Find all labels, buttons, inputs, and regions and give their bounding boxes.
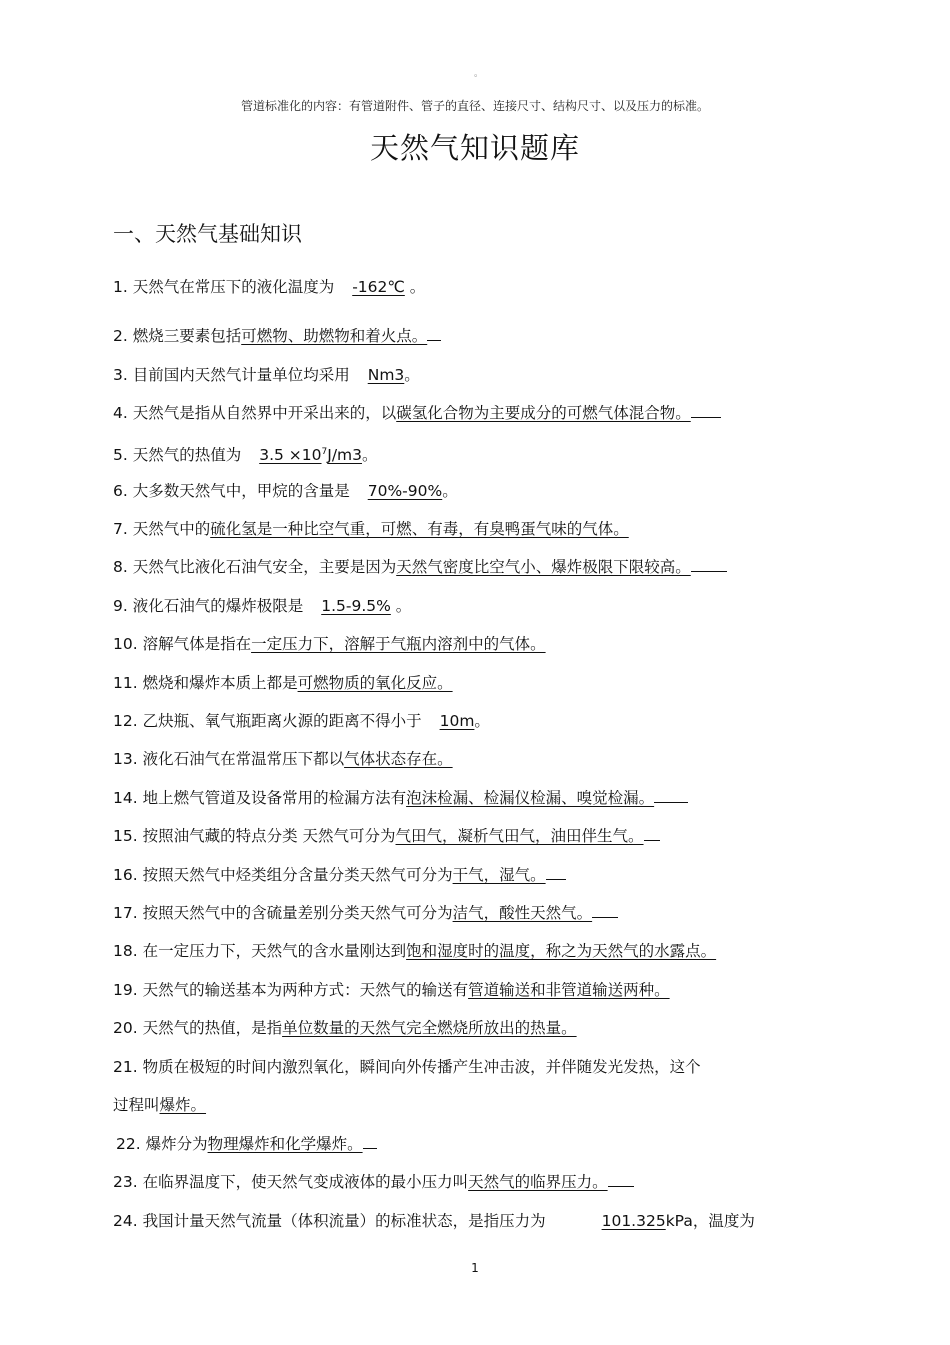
question-item xyxy=(113,556,727,578)
question-text: 3. 目前国内天然气计量单位均采用 xyxy=(113,366,350,384)
question-text: 5. 天然气的热值为 xyxy=(113,446,242,465)
question-text: 13. 液化石油气在常温常压下都以 xyxy=(113,750,345,768)
answer-text: 一定压力下，溶解于气瓶内溶剂中的气体。 xyxy=(251,635,546,653)
answer-text: 可燃物质的氧化反应。 xyxy=(297,674,453,692)
question-tail: 。 xyxy=(404,278,426,296)
question-text: 18. 在一定压力下，天然气的含水量刚达到 xyxy=(113,942,407,960)
question-text: 17. 按照天然气中的含硫量差别分类天然气可分为 xyxy=(113,904,453,922)
question-text: 11. 燃烧和爆炸本质上都是 xyxy=(113,674,298,692)
question-item xyxy=(113,633,546,655)
answer-text: 10m xyxy=(439,712,475,730)
question-item xyxy=(113,364,420,386)
header-note: 管道标准化的内容：有管道附件、管子的直径、连接尺寸、结构尺寸、以及压力的标准。 xyxy=(240,99,709,113)
answer-text: 3.5 ×10 xyxy=(259,446,322,465)
answer-text: 干气，湿气。 xyxy=(452,866,546,884)
question-tail: 。 xyxy=(404,366,420,384)
question-item xyxy=(113,480,458,502)
section-heading: 一、天然气基础知识 xyxy=(113,222,302,246)
answer-text: 70%-90% xyxy=(367,482,443,500)
question-item xyxy=(116,1133,377,1155)
answer-text: 1.5-9.5% xyxy=(321,597,391,615)
question-text: 24. 我国计量天然气流量（体积流量）的标准状态，是指压力为 xyxy=(113,1212,546,1230)
answer-text: 爆炸。 xyxy=(159,1096,207,1114)
question-item xyxy=(113,787,688,809)
page-number: 1 xyxy=(471,1261,479,1275)
answer-unit: J/m3 xyxy=(327,446,363,465)
question-text: 9. 液化石油气的爆炸极限是 xyxy=(113,597,304,615)
answer-text: 天然气的临界压力。 xyxy=(468,1173,608,1191)
question-item xyxy=(113,864,566,886)
answer-text: Nm3 xyxy=(367,366,405,384)
question-text: 2. 燃烧三要素包括 xyxy=(113,327,242,345)
top-mark: 。 xyxy=(474,69,484,79)
question-item-continued xyxy=(113,1094,206,1116)
question-item xyxy=(113,672,453,694)
question-item xyxy=(113,441,378,466)
question-item xyxy=(113,276,425,298)
question-item xyxy=(113,518,629,540)
question-item xyxy=(113,402,721,424)
answer-text: -162℃ xyxy=(352,278,405,296)
answer-text: 单位数量的天然气完全燃烧所放出的热量。 xyxy=(282,1019,577,1037)
answer-text: 天然气密度比空气小、爆炸极限下限较高。 xyxy=(396,558,691,576)
question-item xyxy=(113,979,670,1001)
answer-text: 硫化氢是一种比空气重，可燃、有毒，有臭鸭蛋气味的气体。 xyxy=(210,520,629,538)
question-text: 15. 按照油气藏的特点分类 天然气可分为 xyxy=(113,827,396,845)
question-item xyxy=(113,940,716,962)
question-tail: kPa，温度为 xyxy=(665,1212,755,1230)
question-tail: 。 xyxy=(442,482,458,500)
question-item xyxy=(113,825,660,847)
question-item xyxy=(113,595,411,617)
question-item xyxy=(113,1017,577,1039)
question-item xyxy=(113,902,618,924)
question-text: 7. 天然气中的 xyxy=(113,520,211,538)
question-text: 19. 天然气的输送基本为两种方式：天然气的输送有 xyxy=(113,981,469,999)
question-tail: 。 xyxy=(474,712,490,730)
question-item xyxy=(113,1056,701,1078)
question-text: 23. 在临界温度下，使天然气变成液体的最小压力叫 xyxy=(113,1173,469,1191)
question-text: 16. 按照天然气中烃类组分含量分类天然气可分为 xyxy=(113,866,453,884)
answer-text: 碳氢化合物为主要成分的可燃气体混合物。 xyxy=(396,404,691,422)
answer-text: 泡沫检漏、检漏仪检漏、嗅觉检漏。 xyxy=(406,789,655,807)
question-text: 1. 天然气在常压下的液化温度为 xyxy=(113,278,335,296)
answer-text: 气体状态存在。 xyxy=(344,750,453,768)
question-text: 8. 天然气比液化石油气安全，主要是因为 xyxy=(113,558,397,576)
question-item xyxy=(113,1171,634,1193)
answer-text: 饱和湿度时的温度，称之为天然气的水露点。 xyxy=(406,942,717,960)
page-title: 天然气知识题库 xyxy=(369,131,580,165)
question-text: 14. 地上燃气管道及设备常用的检漏方法有 xyxy=(113,789,407,807)
answer-text: 管道输送和非管道输送两种。 xyxy=(468,981,670,999)
question-item xyxy=(113,325,441,347)
question-text: 21. 物质在极短的时间内激烈氧化，瞬间向外传播产生冲击波，并伴随发光发热，这个 xyxy=(113,1058,701,1076)
question-item xyxy=(113,1210,755,1232)
question-text: 4. 天然气是指从自然界中开采出来的，以 xyxy=(113,404,397,422)
question-text: 6. 大多数天然气中，甲烷的含量是 xyxy=(113,482,350,500)
answer-text: 气田气，凝析气田气，油田伴生气。 xyxy=(395,827,644,845)
question-text: 22. 爆炸分为 xyxy=(116,1135,208,1153)
answer-text: 物理爆炸和化学爆炸。 xyxy=(207,1135,363,1153)
answer-text: 可燃物、助燃物和着火点。 xyxy=(241,327,428,345)
question-text: 12. 乙炔瓶、氧气瓶距离火源的距离不得小于 xyxy=(113,712,422,730)
question-text: 10. 溶解气体是指在 xyxy=(113,635,252,653)
question-tail: 。 xyxy=(362,446,378,465)
exponent: 7 xyxy=(321,447,328,457)
question-item xyxy=(113,710,490,732)
answer-text: 洁气，酸性天然气。 xyxy=(452,904,593,922)
question-text: 20. 天然气的热值，是指 xyxy=(113,1019,283,1037)
question-text: 过程叫 xyxy=(113,1096,160,1114)
answer-text: 101.325 xyxy=(601,1212,666,1230)
question-item xyxy=(113,748,453,770)
question-tail: 。 xyxy=(390,597,412,615)
